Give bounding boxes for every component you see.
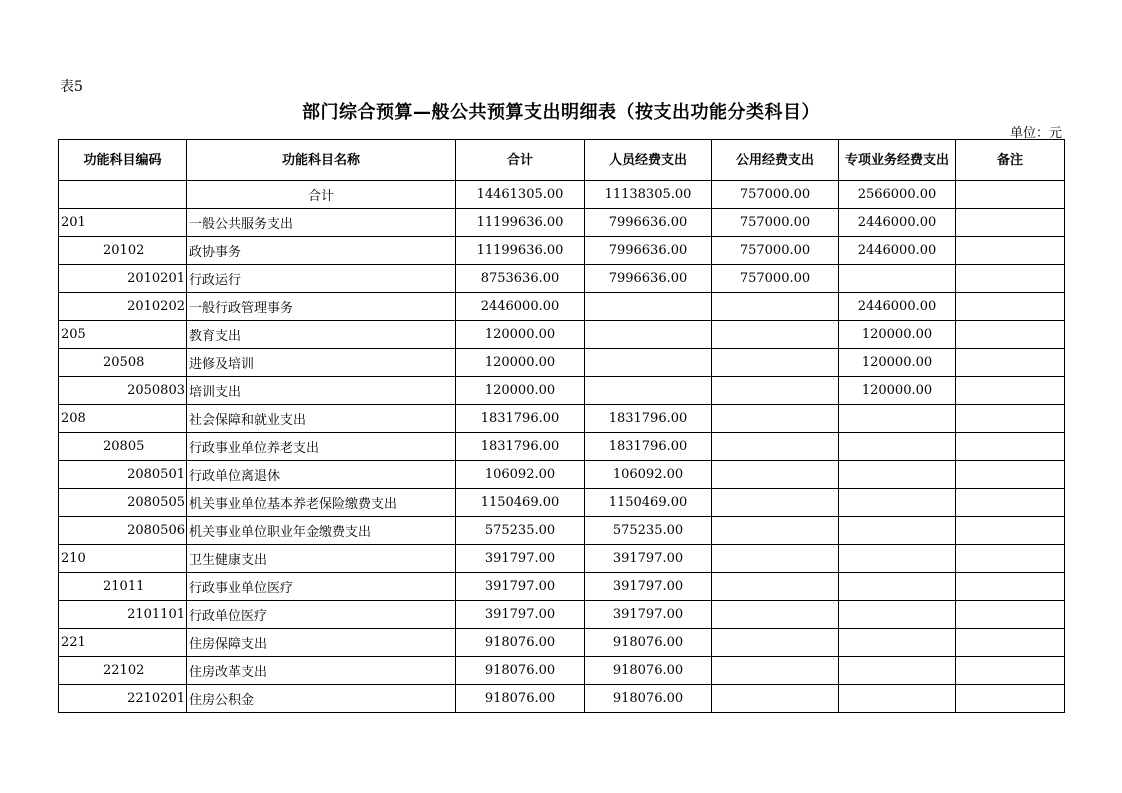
header-name: 功能科目名称 xyxy=(187,140,456,181)
cell-special xyxy=(839,265,956,293)
cell-code: 2080506 xyxy=(59,517,187,545)
cell-total: 391797.00 xyxy=(456,545,585,573)
cell-public xyxy=(712,461,839,489)
cell-code: 2080505 xyxy=(59,489,187,517)
table-row xyxy=(59,237,1065,265)
cell-personnel: 391797.00 xyxy=(585,545,712,573)
cell-public xyxy=(712,629,839,657)
cell-total: 1150469.00 xyxy=(456,489,585,517)
cell-total: 391797.00 xyxy=(456,601,585,629)
cell-total: 14461305.00 xyxy=(456,181,585,209)
header-public: 公用经费支出 xyxy=(712,140,839,181)
cell-name: 机关事业单位职业年金缴费支出 xyxy=(187,517,456,545)
page-title: 部门综合预算—般公共预算支出明细表（按支出功能分类科目） xyxy=(302,102,820,123)
cell-note xyxy=(956,265,1065,293)
cell-public xyxy=(712,545,839,573)
table-row xyxy=(59,349,1065,377)
cell-public: 757000.00 xyxy=(712,265,839,293)
cell-note xyxy=(956,629,1065,657)
cell-total: 918076.00 xyxy=(456,657,585,685)
cell-public: 757000.00 xyxy=(712,181,839,209)
cell-personnel: 1831796.00 xyxy=(585,433,712,461)
cell-special: 2566000.00 xyxy=(839,181,956,209)
cell-public: 757000.00 xyxy=(712,209,839,237)
cell-name: 一般公共服务支出 xyxy=(187,209,456,237)
cell-code: 208 xyxy=(59,405,187,433)
header-total: 合计 xyxy=(456,140,585,181)
cell-special xyxy=(839,517,956,545)
cell-personnel: 391797.00 xyxy=(585,573,712,601)
cell-special xyxy=(839,629,956,657)
cell-total: 1831796.00 xyxy=(456,405,585,433)
cell-code: 201 xyxy=(59,209,187,237)
cell-public xyxy=(712,489,839,517)
budget-table xyxy=(58,139,1065,713)
cell-note xyxy=(956,293,1065,321)
cell-code: 2210201 xyxy=(59,685,187,713)
cell-total: 1831796.00 xyxy=(456,433,585,461)
cell-name: 行政单位离退休 xyxy=(187,461,456,489)
cell-note xyxy=(956,517,1065,545)
table-row xyxy=(59,405,1065,433)
cell-personnel xyxy=(585,321,712,349)
cell-note xyxy=(956,209,1065,237)
table-row xyxy=(59,657,1065,685)
cell-code: 20805 xyxy=(59,433,187,461)
cell-code: 22102 xyxy=(59,657,187,685)
cell-public xyxy=(712,657,839,685)
cell-personnel: 7996636.00 xyxy=(585,209,712,237)
cell-name: 行政事业单位养老支出 xyxy=(187,433,456,461)
cell-personnel: 918076.00 xyxy=(585,629,712,657)
cell-special xyxy=(839,461,956,489)
cell-note xyxy=(956,405,1065,433)
cell-note xyxy=(956,377,1065,405)
cell-note xyxy=(956,461,1065,489)
cell-code: 2050803 xyxy=(59,377,187,405)
cell-total: 575235.00 xyxy=(456,517,585,545)
cell-special: 120000.00 xyxy=(839,321,956,349)
cell-name: 住房改革支出 xyxy=(187,657,456,685)
table-row xyxy=(59,265,1065,293)
table-row xyxy=(59,685,1065,713)
cell-public xyxy=(712,433,839,461)
cell-code: 2101101 xyxy=(59,601,187,629)
cell-total: 918076.00 xyxy=(456,629,585,657)
cell-personnel: 1831796.00 xyxy=(585,405,712,433)
cell-personnel: 7996636.00 xyxy=(585,265,712,293)
cell-code xyxy=(59,181,187,209)
cell-total: 106092.00 xyxy=(456,461,585,489)
cell-code: 2010202 xyxy=(59,293,187,321)
cell-note xyxy=(956,349,1065,377)
table-row xyxy=(59,545,1065,573)
cell-special: 2446000.00 xyxy=(839,293,956,321)
cell-code: 205 xyxy=(59,321,187,349)
cell-special xyxy=(839,685,956,713)
cell-special xyxy=(839,489,956,517)
header-note: 备注 xyxy=(956,140,1065,181)
cell-personnel: 11138305.00 xyxy=(585,181,712,209)
table-row xyxy=(59,489,1065,517)
cell-total: 918076.00 xyxy=(456,685,585,713)
table-header-row xyxy=(59,140,1065,181)
cell-note xyxy=(956,237,1065,265)
table-row xyxy=(59,461,1065,489)
cell-name: 合计 xyxy=(187,181,456,209)
cell-public: 757000.00 xyxy=(712,237,839,265)
cell-note xyxy=(956,573,1065,601)
cell-special xyxy=(839,545,956,573)
cell-name: 行政运行 xyxy=(187,265,456,293)
table-body xyxy=(59,181,1065,713)
cell-special: 120000.00 xyxy=(839,349,956,377)
table-row xyxy=(59,629,1065,657)
cell-public xyxy=(712,349,839,377)
cell-personnel: 391797.00 xyxy=(585,601,712,629)
table-row xyxy=(59,517,1065,545)
unit-label: 单位：元 xyxy=(1009,126,1062,141)
cell-name: 住房公积金 xyxy=(187,685,456,713)
header-code: 功能科目编码 xyxy=(59,140,187,181)
table-row xyxy=(59,433,1065,461)
cell-personnel xyxy=(585,349,712,377)
cell-personnel: 1150469.00 xyxy=(585,489,712,517)
cell-code: 20508 xyxy=(59,349,187,377)
cell-public xyxy=(712,293,839,321)
cell-personnel xyxy=(585,293,712,321)
cell-name: 行政事业单位医疗 xyxy=(187,573,456,601)
cell-note xyxy=(956,685,1065,713)
cell-note xyxy=(956,657,1065,685)
cell-name: 教育支出 xyxy=(187,321,456,349)
cell-special xyxy=(839,657,956,685)
cell-personnel: 918076.00 xyxy=(585,685,712,713)
cell-public xyxy=(712,517,839,545)
cell-name: 政协事务 xyxy=(187,237,456,265)
cell-note xyxy=(956,489,1065,517)
header-personnel: 人员经费支出 xyxy=(585,140,712,181)
cell-total: 120000.00 xyxy=(456,377,585,405)
cell-public xyxy=(712,685,839,713)
cell-personnel xyxy=(585,377,712,405)
cell-special xyxy=(839,601,956,629)
cell-note xyxy=(956,601,1065,629)
cell-personnel: 106092.00 xyxy=(585,461,712,489)
cell-name: 卫生健康支出 xyxy=(187,545,456,573)
cell-code: 21011 xyxy=(59,573,187,601)
cell-note xyxy=(956,433,1065,461)
cell-name: 行政单位医疗 xyxy=(187,601,456,629)
cell-name: 进修及培训 xyxy=(187,349,456,377)
cell-public xyxy=(712,377,839,405)
cell-code: 210 xyxy=(59,545,187,573)
cell-total: 11199636.00 xyxy=(456,209,585,237)
cell-total: 2446000.00 xyxy=(456,293,585,321)
cell-public xyxy=(712,573,839,601)
cell-note xyxy=(956,181,1065,209)
table-row xyxy=(59,377,1065,405)
cell-special: 2446000.00 xyxy=(839,237,956,265)
cell-special xyxy=(839,433,956,461)
table-row xyxy=(59,601,1065,629)
cell-public xyxy=(712,405,839,433)
cell-note xyxy=(956,545,1065,573)
cell-total: 120000.00 xyxy=(456,321,585,349)
cell-name: 一般行政管理事务 xyxy=(187,293,456,321)
cell-code: 221 xyxy=(59,629,187,657)
cell-name: 机关事业单位基本养老保险缴费支出 xyxy=(187,489,456,517)
table-row xyxy=(59,321,1065,349)
cell-personnel: 7996636.00 xyxy=(585,237,712,265)
cell-public xyxy=(712,601,839,629)
cell-personnel: 918076.00 xyxy=(585,657,712,685)
cell-total: 391797.00 xyxy=(456,573,585,601)
cell-special: 2446000.00 xyxy=(839,209,956,237)
cell-public xyxy=(712,321,839,349)
cell-name: 社会保障和就业支出 xyxy=(187,405,456,433)
table-row xyxy=(59,293,1065,321)
cell-code: 2080501 xyxy=(59,461,187,489)
cell-total: 11199636.00 xyxy=(456,237,585,265)
cell-name: 住房保障支出 xyxy=(187,629,456,657)
cell-special xyxy=(839,573,956,601)
table-number: 表5 xyxy=(60,79,83,95)
cell-total: 120000.00 xyxy=(456,349,585,377)
cell-total: 8753636.00 xyxy=(456,265,585,293)
cell-code: 2010201 xyxy=(59,265,187,293)
cell-special xyxy=(839,405,956,433)
cell-special: 120000.00 xyxy=(839,377,956,405)
cell-name: 培训支出 xyxy=(187,377,456,405)
cell-note xyxy=(956,321,1065,349)
cell-code: 20102 xyxy=(59,237,187,265)
table-row xyxy=(59,181,1065,209)
header-special: 专项业务经费支出 xyxy=(839,140,956,181)
cell-personnel: 575235.00 xyxy=(585,517,712,545)
table-row xyxy=(59,209,1065,237)
table-row xyxy=(59,573,1065,601)
